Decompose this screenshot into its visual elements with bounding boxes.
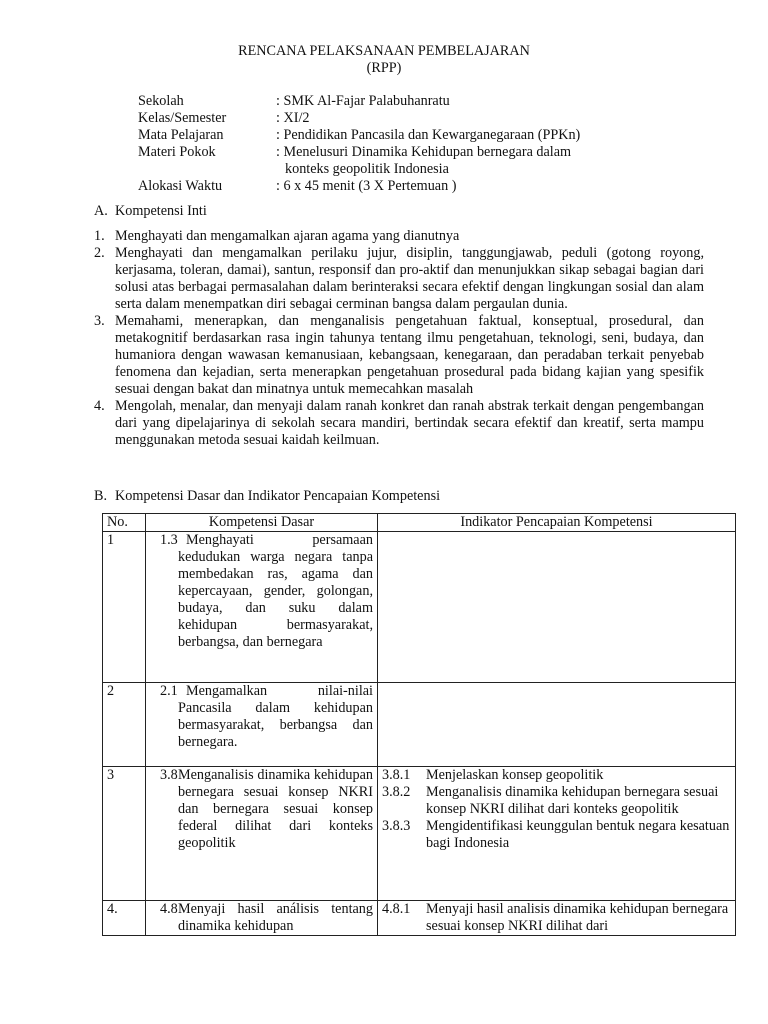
indicator-text: Mengidentifikasi keunggulan bentuk negara kesatuan bagi Indonesia: [426, 818, 730, 851]
indicator-cell: [378, 683, 736, 767]
list-number: 3.: [94, 313, 105, 329]
list-item: [94, 228, 704, 245]
competency-table: [102, 513, 736, 936]
column-header-basic-competency: Kompetensi Dasar: [146, 514, 378, 532]
table-row: [103, 767, 736, 901]
core-competency-list: [94, 228, 704, 449]
list-item: [94, 398, 704, 449]
identity-row-topic: [138, 144, 621, 178]
section-letter: A.: [94, 203, 108, 219]
indicator-code: 3.8.2: [382, 784, 411, 800]
identity-row-subject: [138, 127, 621, 144]
row-number: 2: [103, 683, 146, 767]
table-row: [103, 901, 736, 936]
row-number: 4.: [103, 901, 146, 936]
competency-code: 4.8: [160, 901, 178, 917]
indicator-cell: [378, 901, 736, 936]
indicator-code: 4.8.1: [382, 901, 411, 917]
section-title: Kompetensi Inti: [115, 203, 207, 219]
document-subtitle: (RPP): [366, 60, 402, 76]
indicator-code: 3.8.1: [382, 767, 411, 783]
table-row: [103, 532, 736, 683]
column-header-indicators: Indikator Pencapaian Kompetensi: [378, 514, 736, 532]
competency-text: Mengamalkan nilai-nilai Pancasila dalam kehidupan bermasyarakat, berbangsa dan bernegara.: [178, 683, 373, 750]
competency-code: 1.3: [160, 532, 178, 548]
indicator-item: [382, 767, 731, 784]
identity-value: : XI/2: [276, 110, 310, 126]
list-text: Memahami, menerapkan, dan menganalisis pengetahuan faktual, konseptual, prosedural, dan metakognitif berdasarkan rasa ingin tahunya tentang ilmu pengetahuan, teknologi, seni, budaya, dan humaniora dengan wawasan kemanusiaan, kebangsaan, kenegaraan, dan peradaban terkait penyebab fenomena dan kejadian, serta menerapkan pengetahuan prosedural pada bidang kajian yang spesifik sesuai dengan bakat dan minatnya untuk memecahkan masalah: [115, 313, 704, 397]
competency-text: Menghayati persamaan kedudukan warga negara tanpa membedakan ras, agama dan kepercayaan, gender, golongan, budaya, dan suku dalam kehidupan bermasyarakat, berbangsa, dan bernegara: [178, 532, 373, 650]
identity-label: Sekolah: [138, 93, 184, 109]
identity-row-class: [138, 110, 621, 127]
list-text: Mengolah, menalar, dan menyaji dalam ranah konkret dan ranah abstrak terkait dengan pengembangan dari yang dipelajarinya di sekolah secara mandiri, bertindak secara efektif dan kreatif, serta mampu menggunakan metoda sesuai kaidah keilmuan.: [115, 398, 704, 448]
identity-row-school: [138, 93, 621, 110]
indicator-item: [382, 901, 731, 935]
basic-competency-cell: [146, 767, 378, 901]
identity-block: [138, 93, 621, 195]
section-letter: B.: [94, 488, 108, 504]
row-number: 1: [103, 532, 146, 683]
identity-row-time: [138, 178, 621, 195]
list-item: [94, 245, 704, 313]
list-text: Menghayati dan mengamalkan ajaran agama yang dianutnya: [115, 228, 460, 244]
table-row: [103, 683, 736, 767]
basic-competency-cell: [146, 683, 378, 767]
identity-label: Alokasi Waktu: [138, 178, 223, 194]
competency-code: 3.8: [160, 767, 178, 783]
identity-value: : 6 x 45 menit (3 X Pertemuan ): [276, 178, 457, 194]
document-title: RENCANA PELAKSANAAN PEMBELAJARAN: [238, 43, 530, 59]
indicator-text: Menyaji hasil analisis dinamika kehidupan bernegara sesuai konsep NKRI dilihat dari: [426, 901, 729, 934]
section-title: Kompetensi Dasar dan Indikator Pencapaian Kompetensi: [115, 488, 441, 504]
list-number: 2.: [94, 245, 105, 261]
list-number: 1.: [94, 228, 105, 244]
indicator-item: [382, 818, 731, 852]
table-header-row: [103, 514, 736, 532]
identity-value: : Menelusuri Dinamika Kehidupan bernegara dalam: [276, 144, 572, 160]
column-header-no: No.: [103, 514, 146, 532]
list-text: Menghayati dan mengamalkan perilaku jujur, disiplin, tanggungjawab, peduli (gotong royong, kerjasama, toleran, damai), santun, responsif dan pro-aktif dan menunjukkan sikap sebagai bagian dari solusi atas berbagai permasalahan dalam berinteraksi secara efektif dengan lingkungan sosial dan alam serta dalam menempatkan diri sebagai cerminan bangsa dalam pergaulan dunia.: [115, 245, 704, 312]
identity-value: : Pendidikan Pancasila dan Kewarganegaraan (PPKn): [276, 127, 581, 143]
competency-text: Menyaji hasil análisis tentang dinamika kehidupan: [178, 901, 373, 934]
identity-label: Kelas/Semester: [138, 110, 227, 126]
indicator-cell: [378, 532, 736, 683]
indicator-text: Menjelaskan konsep geopolitik: [426, 767, 604, 783]
indicator-text: Menganalisis dinamika kehidupan bernegara sesuai konsep NKRI dilihat dari konteks geopolitik: [426, 784, 719, 817]
list-number: 4.: [94, 398, 105, 414]
identity-value-group: [276, 144, 621, 178]
identity-label: Mata Pelajaran: [138, 127, 224, 143]
list-item: [94, 313, 704, 398]
identity-label: Materi Pokok: [138, 144, 216, 160]
identity-value: : SMK Al-Fajar Palabuhanratu: [276, 93, 450, 109]
competency-code: 2.1: [160, 683, 178, 699]
indicator-item: [382, 784, 731, 818]
indicator-cell: [378, 767, 736, 901]
basic-competency-cell: [146, 901, 378, 936]
competency-text: Menganalisis dinamika kehidupan bernegara sesuai konsep NKRI dan bernegara sesuai konsep federal dilihat dari konteks geopolitik: [178, 767, 373, 851]
indicator-code: 3.8.3: [382, 818, 411, 834]
basic-competency-cell: [146, 532, 378, 683]
row-number: 3: [103, 767, 146, 901]
identity-value-continuation: konteks geopolitik Indonesia: [285, 161, 449, 177]
